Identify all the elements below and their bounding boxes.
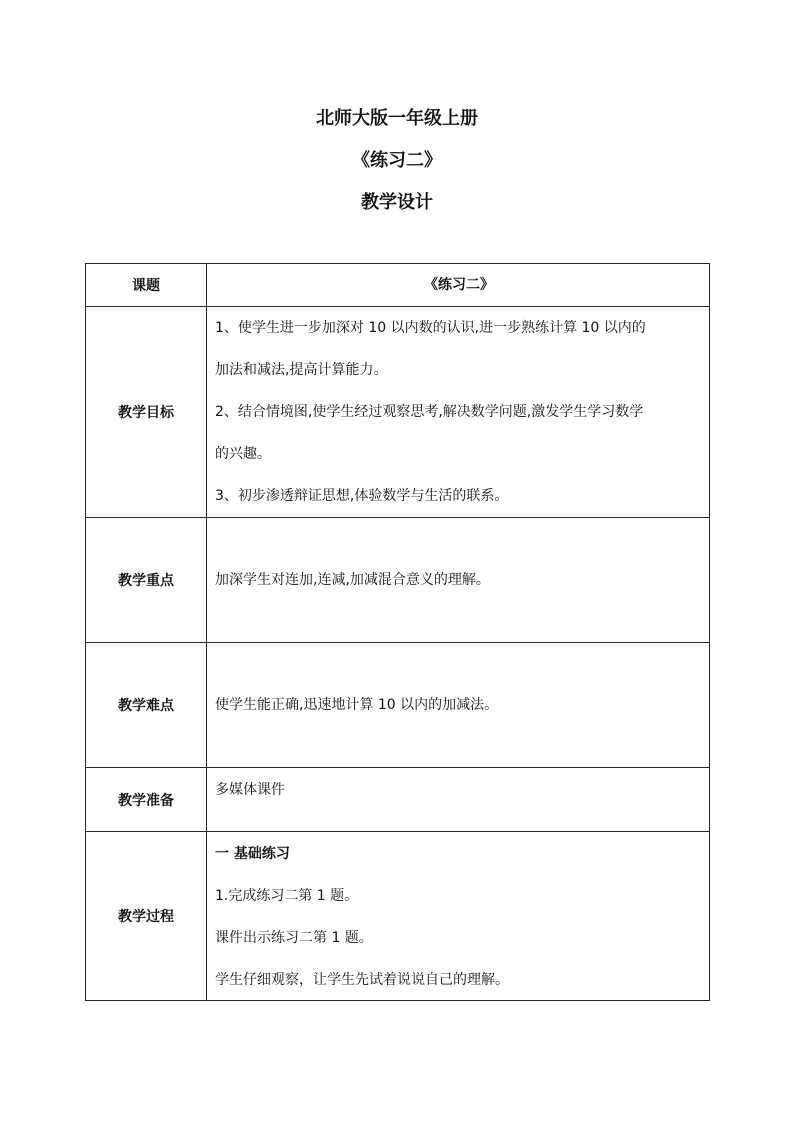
objective-line: 1、使学生进一步加深对 10 以内数的认识,进一步熟练计算 10 以内的 [215,320,646,336]
process-section-heading: 一 基础练习 [215,846,290,862]
key-points-label: 教学重点 [86,518,207,643]
objective-line: 的兴趣。 [215,446,271,462]
objectives-label: 教学目标 [86,307,207,518]
process-line: 课件出示练习二第 1 题。 [215,930,373,946]
topic-label: 课题 [86,264,207,307]
process-line: 1.完成练习二第 1 题。 [215,888,359,904]
difficulties-value: 使学生能正确,迅速地计算 10 以内的加减法。 [207,643,710,768]
process-label: 教学过程 [86,832,207,1001]
topic-value: 《练习二》 [207,264,710,307]
difficulties-label: 教学难点 [86,643,207,768]
preparation-row [86,768,710,832]
process-cell [207,832,710,1001]
difficulties-row [86,643,710,768]
objective-line: 加法和减法,提高计算能力。 [215,362,388,378]
objective-line: 3、初步渗透辩证思想,体验数学与生活的联系。 [215,488,509,504]
objective-line: 2、结合情境图,使学生经过观察思考,解决数学问题,激发学生学习数学 [215,404,644,420]
document-title-line-2: 《练习二》 [352,150,442,171]
process-line: 学生仔细观察，让学生先试着说说自己的理解。 [215,972,509,988]
objectives-cell [207,307,710,518]
document-title-line-1: 北师大版一年级上册 [316,108,478,129]
process-row [86,832,710,1001]
topic-row [86,264,710,307]
lesson-plan-table [85,263,710,1001]
key-points-value: 加深学生对连加,连减,加减混合意义的理解。 [207,518,710,643]
key-points-row [86,518,710,643]
objectives-row [86,307,710,518]
document-title-line-3: 教学设计 [361,192,433,213]
preparation-value: 多媒体课件 [207,768,710,832]
preparation-label: 教学准备 [86,768,207,832]
